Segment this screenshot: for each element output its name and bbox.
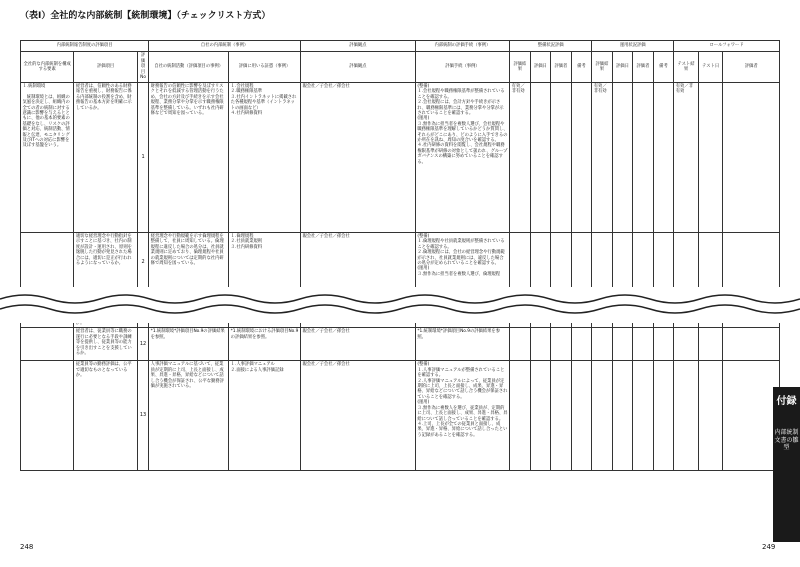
cell-no: 2 [137, 233, 148, 293]
cell-ctrl: 人事評価マニュアルに基づいて、従業員が定期的に上司、上長と面接し、成果、昇進・昇格、昇給などについて話し合う機会が保証され、公平な勤務評価が実施されている。 [149, 361, 229, 471]
cell-docs: *1.統制環境における評価項目No.9の評価結果を参照。 [229, 328, 301, 361]
cell-empty [551, 361, 572, 471]
cell-empty [551, 83, 572, 233]
group-header: 自社の内部統制（事例） [149, 41, 301, 52]
cell-item: 従業員等の勤務評価は、公平で適切なものとなっているか。 [74, 361, 138, 471]
cell-empty [698, 328, 723, 361]
cell-docs: １.倫理規程 ２.社員就業規則 ３.社内研修資料 [229, 233, 301, 293]
header-column-row [21, 52, 780, 83]
column-header: 評価者 [723, 52, 780, 83]
cell-no: 11 [137, 293, 148, 328]
cell-op-result: 有効／非有効 [592, 83, 613, 233]
cell-op-result [592, 361, 613, 471]
cell-viewpoint: 親会社／子会社／孫会社 [300, 83, 415, 233]
cell-ctrl: *1.統制環境*評価項目No.9の評価結果を参照。 [149, 328, 229, 361]
cell-empty [530, 328, 551, 361]
cell-empty [551, 233, 572, 293]
cell-viewpoint: 親会社／子会社／孫会社 [300, 328, 415, 361]
cell-empty [612, 83, 633, 233]
cell-procedure: (整備) １.人事評価マニュアルが整備されていることを確認する。 ２.人事評価マニュアルによって、従業員が定期的に上司、上長と面接し、成果、昇進・昇格、昇給などについて話し合う機会が保証されていることを確認する。 (運用) ３.無作為に複数人を選び、従業員が、定期的に上司、上長と面接し、成果、昇進・昇格、昇給について話し合っていることを確認する。 ４.上司、上長が全ての従業員と面接し、成果、昇進・昇格、昇給について話し合ったという記録があることを確認する。 [415, 361, 509, 471]
group-header: ロールフォワード [674, 41, 780, 52]
table-row [21, 361, 780, 471]
column-header: 評価手続（事例） [415, 52, 509, 83]
cell-ctrl: 経営理念や行動規範を示す倫理規程を整備して、社員に周知している。倫理規程に違反した場合の処分は、社員就業規則に定めており、倫理規程や社員の就業規則については定期的な社内研修で周知を図っている。 [149, 233, 229, 293]
cell-viewpoint: 親会社／子会社／孫会社 [300, 361, 415, 471]
cell-empty [571, 233, 592, 293]
cell-empty [612, 361, 633, 471]
cell-no: 13 [137, 361, 148, 471]
cell-empty [530, 233, 551, 293]
group-header: 整備状況評価 [510, 41, 592, 52]
column-header: 評価項目No [137, 52, 148, 83]
cell-empty [653, 361, 674, 471]
column-header: 評価結果 [592, 52, 613, 83]
column-header: 評価観点 [300, 52, 415, 83]
cell-procedure: (整備) １.倫理規程や社員就業規則が整備されていることを確認する。 ２.倫理規程には、会社の経営理念や行動規範が示され、社員就業規則には、違反した場合の処分が定められていることを確認する。 (運用) ３.無作為に担当者を複数人選び、倫理規程 [415, 233, 509, 293]
group-header: 運用状況評価 [592, 41, 674, 52]
cell-procedure: *1.統制環境*評価項目No.9の評価結果を参照。 [415, 293, 509, 328]
cell-empty [653, 233, 674, 293]
column-header: 評価結果 [510, 52, 531, 83]
cell-test-result [674, 233, 699, 293]
column-header: 自社の統制活動（評価項目の事例） [149, 52, 229, 83]
omission-wave-divider [0, 287, 800, 323]
cell-test-result: 有効／非有効 [674, 83, 699, 233]
group-header: 評価観点 [300, 41, 415, 52]
cell-ctrl: 財務報告の信頼性に影響を及ぼすリスクとそれを低減する管理活動を行うため、会社の方針及び手続きを示す会社規程、業務分掌や分掌を示す職務権限基準を整備している。いずれも社内研修などで周知を図っている。 [149, 83, 229, 233]
cell-empty [612, 233, 633, 293]
column-header: テスト日 [698, 52, 723, 83]
side-tab-subtitle: 内部統制文書の雛型 [774, 429, 799, 451]
appendix-side-tab [773, 387, 800, 542]
column-header: 評価に用いる証憑（事例） [229, 52, 301, 83]
column-header: 評価者 [551, 52, 572, 83]
column-header: 評価日 [530, 52, 551, 83]
cell-empty [530, 361, 551, 471]
cell-viewpoint: 親会社／子会社／孫会社 [300, 293, 415, 328]
column-header: 評価項目 [74, 52, 138, 83]
group-header: 内部統制の評価手続（事例） [415, 41, 509, 52]
column-header: テスト結果 [674, 52, 699, 83]
cell-item: 経営者は、従業員等に職務の遂行に必要となる手段や訓練等を提供し、従業員等の能力を引き出すことを支援しているか。 [74, 328, 138, 361]
cell-no: 1 [137, 83, 148, 233]
group-header: 内部統制報告制度の評価項目 [21, 41, 149, 52]
table-row [21, 233, 780, 293]
cell-empty [698, 83, 723, 233]
cell-empty [633, 83, 654, 233]
cell-test-result [674, 328, 699, 361]
cell-eval-result [510, 328, 531, 361]
cell-empty [653, 83, 674, 233]
cell-ctrl: 従業員等に対し、職務遂行に求められる能力について、評価項目No.9の評価結果を参照。 [149, 293, 229, 328]
cell-no: 12 [137, 328, 148, 361]
cell-op-result [592, 233, 613, 293]
cell-docs: １.人事評価マニュアル ２.面接による人事評価記録 [229, 361, 301, 471]
page-number-right: 249 [762, 543, 776, 551]
header-group-row [21, 41, 780, 52]
cell-req [21, 233, 74, 293]
cell-empty [612, 328, 633, 361]
cell-empty [723, 233, 780, 293]
cell-empty [633, 328, 654, 361]
cell-empty [571, 83, 592, 233]
cell-procedure: (整備) １.会社規程や職務権限基準が整備されていることを確認する。 ２.会社規程には、会計方針や手続きが示され、職務権限基準には、業務分掌や分掌が示されていることを確認する。 (運用) ３.無作為に担当者を複数人選び、会社規程や職務権限基準を理解しているかどうか質問し、それらがどこにあり、どのように入手できるのか所在を訊ね、周知の度合いを確認する。 ４.社内研修の資料を閲覧し、会社規程や職務権限基準が研修の対象として扱われ、グループガバナンスの構築に努めていることを確認する。 [415, 83, 509, 233]
table-row [21, 328, 780, 361]
cell-empty [633, 233, 654, 293]
cell-empty [653, 328, 674, 361]
column-header: 評価者 [633, 52, 654, 83]
cell-eval-result [510, 233, 531, 293]
cell-op-result [592, 328, 613, 361]
checklist-table [20, 40, 780, 471]
cell-procedure: *1.統制環境*評価項目No.9の評価結果を参照。 [415, 328, 509, 361]
cell-req [21, 361, 74, 471]
cell-test-result [674, 361, 699, 471]
cell-docs: １.会社規程 ２.職務権限基準 ３.社内イントラネットに掲載された各種規程や基準（イントラネットの画面など） ４.社内研修資料 [229, 83, 301, 233]
cell-req [21, 328, 74, 361]
cell-req: １.統制環境 統制環境とは、組織の気風を決定し、組織内の全ての者の統制に対する意識に影響を与えるとともに、他の基本的要素の基礎をなし、リスクの評価と対応、統制活動、情報と伝達、モニタリング及びITへの対応に影響を及ぼす基盤をいう。 [21, 83, 74, 233]
side-tab-title: 付録 [776, 396, 797, 407]
table-row [21, 83, 780, 233]
column-header: 全社的な内部統制を構成する要素 [21, 52, 74, 83]
cell-empty [551, 328, 572, 361]
cell-eval-result [510, 361, 531, 471]
cell-docs: *1.統制環境*評価項目No.9の評価結果を参照。 [229, 293, 301, 328]
cell-eval-result: 有効／非有効 [510, 83, 531, 233]
cell-item: 経営者は、信頼性のある財務報告を重視し、財務報告に係る内部統制の役割を含め、財務報告の基本方針を明確に示しているか。 [74, 83, 138, 233]
column-header: 備考 [653, 52, 674, 83]
cell-empty [723, 328, 780, 361]
cell-viewpoint: 親会社／子会社／孫会社 [300, 233, 415, 293]
cell-empty [571, 361, 592, 471]
column-header: 評価日 [612, 52, 633, 83]
cell-item: 適切な経営理念や行動指針を示すことに基づき、社内の制度が設計・運用され、原則を逸脱した行動が発見された場合には、適切に是正が行われるようになっているか。 [74, 233, 138, 293]
cell-empty [530, 83, 551, 233]
cell-empty [723, 83, 780, 233]
cell-item: 従業員等に求められる職務の内容を明確に示し、その責任と権限を果たすための職務の委任は、無制限ではなく、適切な範囲に限定されているか。 [74, 293, 138, 328]
cell-empty [571, 328, 592, 361]
cell-empty [698, 361, 723, 471]
cell-empty [723, 361, 780, 471]
cell-empty [633, 361, 654, 471]
page-title: （表Ⅰ）全社的な内部統制【統制環境】（チェックリスト方式） [20, 11, 271, 21]
cell-empty [698, 233, 723, 293]
column-header: 備考 [571, 52, 592, 83]
page-number-left: 248 [20, 543, 34, 551]
